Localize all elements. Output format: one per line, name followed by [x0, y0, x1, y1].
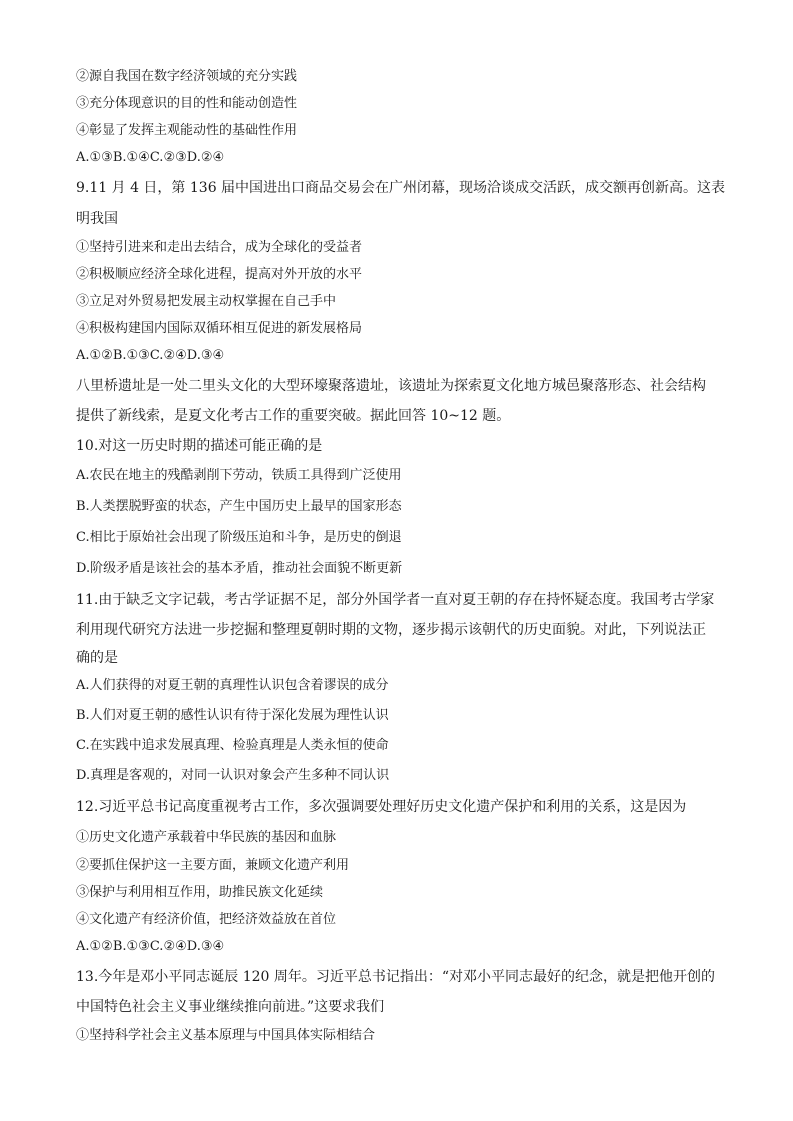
option-c: C.在实践中追求发展真理、检验真理是人类永恒的使命 — [76, 738, 389, 753]
question-9-text-cont: 明我国 — [76, 211, 118, 227]
question-13-text-cont: 中国特色社会主义事业继续推向前进。”这要求我们 — [76, 999, 385, 1015]
option-4: ④文化遗产有经济价值，把经济效益放在首位 — [76, 912, 337, 927]
passage-text-cont: 提供了新线索，是夏文化考古工作的重要突破。据此回答 10~12 题。 — [76, 408, 511, 424]
option-d: D.真理是客观的，对同一认识对象会产生多种不同认识 — [76, 768, 390, 783]
option-4: ④积极构建国内国际双循环相互促进的新发展格局 — [76, 321, 363, 336]
question-11-text: 11.由于缺乏文字记载，考古学证据不足，部分外国学者一直对夏王朝的存在持怀疑态度。我国考古学家 — [76, 592, 715, 608]
question-10-text: 10.对这一历史时期的描述可能正确的是 — [76, 438, 323, 454]
option-c: C.相比于原始社会出现了阶级压迫和斗争，是历史的倒退 — [76, 530, 402, 545]
option-4: ④彰显了发挥主观能动性的基础性作用 — [76, 123, 298, 138]
question-13-text: 13.今年是邓小平同志诞辰 120 周年。习近平总书记指出：“对邓小平同志最好的纪念，就是把他开创的 — [76, 969, 716, 985]
question-9-text: 9.11 月 4 日，第 136 届中国进出口商品交易会在广州闭幕，现场洽谈成交活跃，成交额再创新高。这表 — [76, 180, 726, 196]
option-1: ①历史文化遗产承载着中华民族的基因和血脉 — [76, 830, 337, 845]
option-2: ②积极顺应经济全球化进程，提高对外开放的水平 — [76, 267, 363, 282]
answer-choices: A.①②B.①③C.②④D.③④ — [76, 939, 225, 954]
question-12-text: 12.习近平总书记高度重视考古工作，多次强调要处理好历史文化遗产保护和利用的关系，这是因为 — [76, 799, 687, 815]
option-3: ③保护与利用相互作用，助推民族文化延续 — [76, 885, 324, 900]
passage-text: 八里桥遗址是一处二里头文化的大型环壕聚落遗址，该遗址为探索夏文化地方城邑聚落形态、社会结构 — [76, 378, 706, 394]
question-11-text-cont: 利用现代研究方法进一步挖掘和整理夏朝时期的文物，逐步揭示该朝代的历史面貌。对此，下列说法正 — [76, 622, 706, 638]
option-3: ③立足对外贸易把发展主动权掌握在自己手中 — [76, 294, 337, 309]
option-d: D.阶级矛盾是该社会的基本矛盾，推动社会面貌不断更新 — [76, 561, 403, 576]
option-1: ①坚持科学社会主义基本原理与中国具体实际相结合 — [76, 1028, 376, 1043]
answer-choices: A.①③B.①④C.②③D.②④ — [76, 150, 225, 165]
option-b: B.人们对夏王朝的感性认识有待于深化发展为理性认识 — [76, 708, 389, 723]
option-b: B.人类摆脱野蛮的状态，产生中国历史上最早的国家形态 — [76, 499, 402, 514]
answer-choices: A.①②B.①③C.②④D.③④ — [76, 348, 225, 363]
option-2: ②源自我国在数字经济领域的充分实践 — [76, 69, 298, 84]
option-3: ③充分体现意识的目的性和能动创造性 — [76, 96, 298, 111]
option-a: A.农民在地主的残酷剥削下劳动，铁质工具得到广泛使用 — [76, 468, 402, 483]
option-2: ②要抓住保护这一主要方面，兼顾文化遗产利用 — [76, 858, 350, 873]
option-a: A.人们获得的对夏王朝的真理性认识包含着谬误的成分 — [76, 678, 389, 693]
option-1: ①坚持引进来和走出去结合，成为全球化的受益者 — [76, 240, 363, 255]
question-11-text-end: 确的是 — [76, 650, 118, 666]
